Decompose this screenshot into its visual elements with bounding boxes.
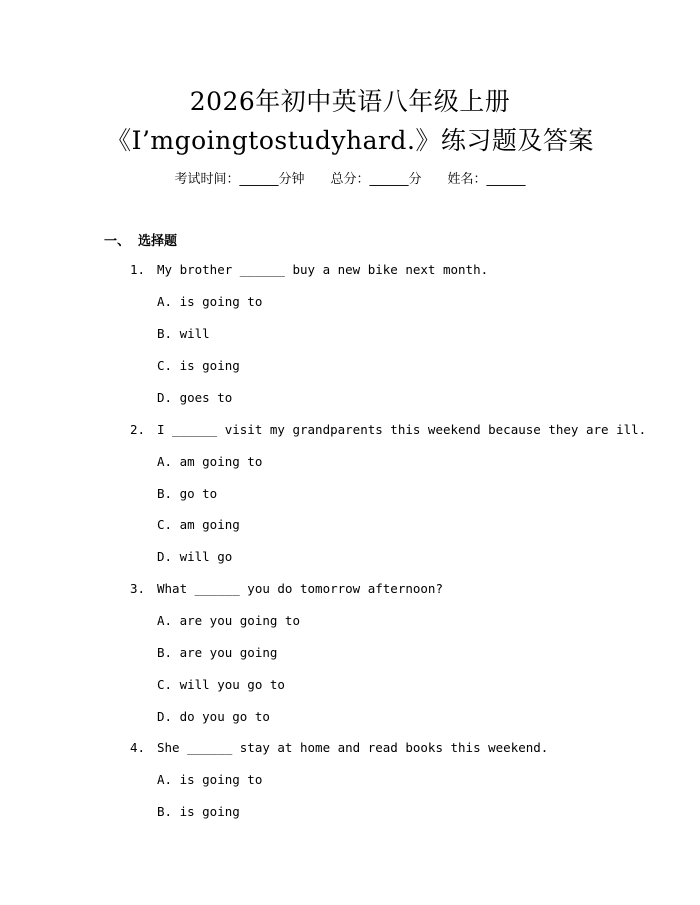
page-title-line-2: 《I’mgoingtostudyhard.》练习题及答案 xyxy=(106,126,594,155)
exam-score: 总分：______分 xyxy=(330,172,422,187)
question-number: 3. xyxy=(130,581,146,596)
question-3-option-c: C. will you go to xyxy=(157,677,285,692)
question-3-option-d: D. do you go to xyxy=(157,709,270,724)
question-3-option-b: B. are you going xyxy=(157,645,278,660)
question-3-option-a: A. are you going to xyxy=(157,613,300,628)
question-4-option-a: A. is going to xyxy=(157,772,263,787)
exam-name: 姓名：______ xyxy=(447,172,526,187)
question-1-option-a: A. is going to xyxy=(157,294,263,309)
question-1-option-d: D. goes to xyxy=(157,390,233,405)
question-number: 1. xyxy=(130,262,146,277)
question-1-option-b: B. will xyxy=(157,326,210,341)
question-1-option-c: C. is going xyxy=(157,358,240,373)
question-2-option-c: C. am going xyxy=(157,517,240,532)
page-title-line-1: 2026年初中英语八年级上册 xyxy=(189,87,511,116)
question-2 xyxy=(130,422,646,437)
section-number: 一、 xyxy=(104,234,131,249)
question-2-option-b: B. go to xyxy=(157,486,218,501)
question-2-option-d: D. will go xyxy=(157,549,233,564)
question-1 xyxy=(130,262,488,277)
question-4 xyxy=(130,740,548,755)
question-text: I ______ visit my grandparents this weekend because they are ill. xyxy=(157,422,647,437)
section-heading xyxy=(104,230,177,249)
question-text: My brother ______ buy a new bike next month. xyxy=(157,262,489,277)
exam-meta xyxy=(0,168,700,187)
exam-time: 考试时间：______分钟 xyxy=(174,172,305,187)
question-text: She ______ stay at home and read books this weekend. xyxy=(157,740,549,755)
question-number: 2. xyxy=(130,422,146,437)
question-3 xyxy=(130,581,443,596)
question-number: 4. xyxy=(130,740,146,755)
question-text: What ______ you do tomorrow afternoon? xyxy=(157,581,443,596)
question-2-option-a: A. am going to xyxy=(157,454,263,469)
question-4-option-b: B. is going xyxy=(157,804,240,819)
section-title: 选择题 xyxy=(138,234,178,249)
